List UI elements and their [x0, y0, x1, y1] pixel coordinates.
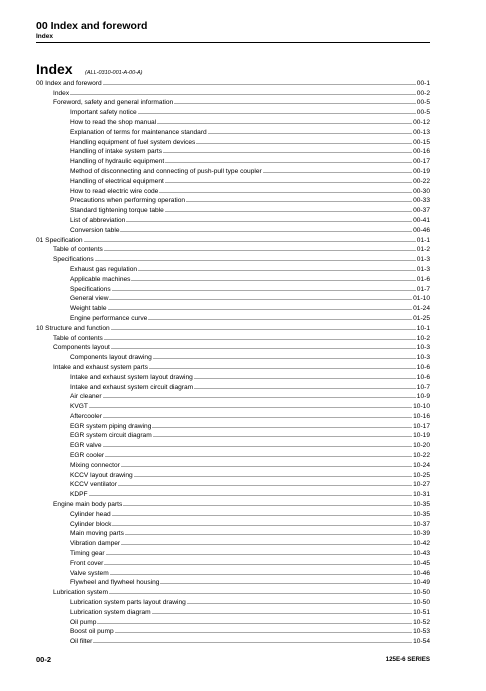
- toc-entry-title: EGR system piping drawing: [70, 422, 152, 430]
- toc-entry[interactable]: [36, 636, 430, 646]
- dot-leader: [110, 573, 412, 576]
- toc-entry-page: 10-20: [413, 442, 430, 450]
- toc-entry-page: 10-6: [416, 363, 430, 371]
- dot-leader: [111, 328, 416, 331]
- toc-entry-page: 10-31: [413, 491, 430, 499]
- toc-entry-page: 10-19: [413, 432, 430, 440]
- toc-entry[interactable]: [36, 499, 430, 509]
- dot-leader: [89, 494, 413, 497]
- toc-entry-page: 00-5: [416, 99, 430, 107]
- toc-entry-title: How to read the shop manual: [70, 118, 157, 126]
- toc-entry-title: Cylinder head: [70, 510, 111, 518]
- toc-entry-title: Flywheel and flywheel housing: [70, 579, 160, 587]
- dot-leader: [149, 367, 416, 370]
- toc-entry-page: 00-30: [413, 187, 430, 195]
- toc-entry[interactable]: [36, 245, 430, 255]
- toc-entry-page: 01-3: [416, 256, 430, 264]
- toc-entry-page: 00-13: [413, 128, 430, 136]
- dot-leader: [138, 269, 416, 272]
- toc-entry-title: Lubrication system parts layout drawing: [70, 599, 186, 607]
- toc-entry-page: 10-37: [413, 520, 430, 528]
- toc-entry-title: Exhaust gas regulation: [70, 265, 138, 273]
- toc-entry-title: Applicable machines: [70, 275, 131, 283]
- toc-entry-page: 10-22: [413, 452, 430, 460]
- dot-leader: [84, 240, 416, 243]
- toc-entry-page: 10-2: [416, 334, 430, 342]
- toc-entry-title: Engine performance curve: [70, 314, 148, 322]
- toc-entry[interactable]: [36, 166, 430, 176]
- dot-leader: [186, 200, 412, 203]
- toc-entry-title: General view: [70, 295, 109, 303]
- toc-entry-page: 10-51: [413, 608, 430, 616]
- toc-entry[interactable]: [36, 460, 430, 470]
- toc-entry-title: Cylinder block: [70, 520, 112, 528]
- dot-leader: [89, 406, 412, 409]
- toc-entry-title: Intake and exhaust system circuit diagram: [70, 383, 194, 391]
- dot-leader: [194, 387, 416, 390]
- dot-leader: [165, 181, 412, 184]
- toc-entry-title: EGR valve: [70, 442, 102, 450]
- toc-entry-title: 10 Structure and function: [36, 324, 110, 332]
- toc-entry[interactable]: [36, 274, 430, 284]
- toc-entry-title: Components layout: [53, 344, 110, 352]
- dot-leader: [112, 524, 412, 527]
- toc-entry[interactable]: [36, 107, 430, 117]
- toc-entry-title: Engine main body parts: [53, 501, 123, 509]
- toc-entry[interactable]: [36, 509, 430, 519]
- toc-entry-page: 00-16: [413, 148, 430, 156]
- dot-leader: [109, 592, 412, 595]
- toc-entry-title: Lubrication system: [53, 589, 108, 597]
- toc-entry-title: Intake and exhaust system parts: [53, 363, 148, 371]
- toc-entry[interactable]: [36, 382, 430, 392]
- dot-leader: [108, 308, 413, 311]
- toc-entry[interactable]: [36, 235, 430, 245]
- toc-entry-page: 10-43: [413, 550, 430, 558]
- dot-leader: [105, 455, 412, 458]
- toc-entry-page: 00-22: [413, 177, 430, 185]
- toc-entry-page: 01-25: [413, 314, 430, 322]
- toc-entry[interactable]: [36, 568, 430, 578]
- page-header: [36, 20, 430, 41]
- toc-entry-page: 10-9: [416, 393, 430, 401]
- toc-entry-page: 10-7: [416, 383, 430, 391]
- toc-entry-page: 10-35: [413, 510, 430, 518]
- toc-entry[interactable]: [36, 489, 430, 499]
- toc-entry[interactable]: [36, 578, 430, 588]
- index-title: Index: [36, 61, 73, 77]
- dot-leader: [174, 102, 416, 105]
- toc-entry[interactable]: [36, 343, 430, 353]
- toc-entry-title: Handling of hydraulic equipment: [70, 158, 165, 166]
- toc-entry-title: Weight table: [70, 305, 107, 313]
- toc-entry[interactable]: [36, 362, 430, 372]
- dot-leader: [97, 622, 412, 625]
- dot-leader: [194, 377, 416, 380]
- toc-entry-page: 01-1: [416, 236, 430, 244]
- toc-entry-page: 10-53: [413, 628, 430, 636]
- toc-entry[interactable]: [36, 264, 430, 274]
- toc-entry-page: 10-1: [416, 324, 430, 332]
- dot-leader: [70, 93, 416, 96]
- dot-leader: [138, 112, 416, 115]
- chapter-title: 00 Index and foreword: [36, 20, 148, 32]
- dot-leader: [187, 602, 412, 605]
- dot-leader: [118, 484, 412, 487]
- index-heading: [36, 61, 143, 79]
- toc-entry-title: Oil pump: [70, 618, 97, 626]
- toc-entry[interactable]: [36, 372, 430, 382]
- dot-leader: [112, 514, 412, 517]
- toc-entry-page: 10-46: [413, 569, 430, 577]
- toc-entry-title: KCCV ventilator: [70, 481, 117, 489]
- toc-entry[interactable]: [36, 156, 430, 166]
- toc-entry[interactable]: [36, 421, 430, 431]
- header-rule: [36, 42, 430, 43]
- toc-entry[interactable]: [36, 137, 430, 147]
- toc-entry-title: Valve system: [70, 569, 109, 577]
- toc-entry[interactable]: [36, 587, 430, 597]
- toc-entry[interactable]: [36, 392, 430, 402]
- toc-entry[interactable]: [36, 176, 430, 186]
- dot-leader: [121, 465, 412, 468]
- dot-leader: [106, 553, 413, 556]
- toc-entry[interactable]: [36, 401, 430, 411]
- toc-entry[interactable]: [36, 196, 430, 206]
- toc-entry-page: 00-12: [413, 118, 430, 126]
- toc-entry-page: 10-10: [413, 403, 430, 411]
- toc-entry-title: Table of contents: [53, 334, 103, 342]
- toc-entry-page: 10-17: [413, 422, 430, 430]
- toc-entry-page: 10-16: [413, 412, 430, 420]
- toc-entry-page: 00-15: [413, 138, 430, 146]
- toc-entry-page: 10-25: [413, 471, 430, 479]
- toc-entry-page: 00-2: [416, 89, 430, 97]
- dot-leader: [163, 151, 412, 154]
- toc-entry[interactable]: [36, 127, 430, 137]
- toc-entry-title: Components layout drawing: [70, 354, 152, 362]
- dot-leader: [208, 132, 412, 135]
- toc-entry[interactable]: [36, 470, 430, 480]
- toc-entry-title: Front cover: [70, 559, 104, 567]
- toc-entry[interactable]: [36, 303, 430, 313]
- toc-entry[interactable]: [36, 352, 430, 362]
- page-number: 00-2: [36, 655, 52, 664]
- toc-entry-page: 10-42: [413, 540, 430, 548]
- dot-leader: [95, 259, 416, 262]
- toc-entry[interactable]: [36, 284, 430, 294]
- dot-leader: [134, 475, 412, 478]
- toc-entry-page: 01-3: [416, 265, 430, 273]
- toc-entry-page: 10-45: [413, 559, 430, 567]
- toc-entry-title: KCCV layout drawing: [70, 471, 133, 479]
- toc-entry-page: 10-50: [413, 599, 430, 607]
- toc-entry-page: 00-46: [413, 226, 430, 234]
- dot-leader: [160, 582, 412, 585]
- toc-entry-page: 01-10: [413, 295, 430, 303]
- toc-entry-page: 01-7: [416, 285, 430, 293]
- toc-entry-page: 10-52: [413, 618, 430, 626]
- toc-entry[interactable]: [36, 627, 430, 637]
- toc-entry[interactable]: [36, 431, 430, 441]
- toc-entry-page: 00-41: [413, 216, 430, 224]
- toc-entry-page: 10-3: [416, 354, 430, 362]
- toc-entry[interactable]: [36, 450, 430, 460]
- toc-entry-title: Handling of intake system parts: [70, 148, 162, 156]
- chapter-subtitle: Index: [36, 33, 53, 40]
- toc-entry[interactable]: [36, 205, 430, 215]
- toc-entry-page: 10-24: [413, 461, 430, 469]
- toc-entry-page: 10-39: [413, 530, 430, 538]
- toc-entry-title: Handling of electrical equipment: [70, 177, 164, 185]
- toc-entry-page: 00-5: [416, 109, 430, 117]
- toc-entry[interactable]: [36, 617, 430, 627]
- toc-entry-title: 01 Specification: [36, 236, 83, 244]
- toc-entry-title: Important safety notice: [70, 109, 137, 117]
- dot-leader: [115, 631, 413, 634]
- dot-leader: [165, 210, 412, 213]
- toc-entry-title: KDPF: [70, 491, 88, 499]
- toc-entry-title: Timing gear: [70, 550, 105, 558]
- toc-entry-page: 10-6: [416, 373, 430, 381]
- toc-entry-title: How to read electric wire code: [70, 187, 159, 195]
- toc-entry[interactable]: [36, 529, 430, 539]
- toc-entry-page: 01-6: [416, 275, 430, 283]
- dot-leader: [93, 641, 412, 644]
- dot-leader: [125, 533, 412, 536]
- toc-entry[interactable]: [36, 88, 430, 98]
- toc-entry-title: Specifications: [53, 256, 94, 264]
- toc-entry-title: Mixing connector: [70, 461, 120, 469]
- toc-entry[interactable]: [36, 225, 430, 235]
- toc-entry[interactable]: [36, 607, 430, 617]
- toc-entry-title: Handling equipment of fuel system devices: [70, 138, 196, 146]
- toc-entry[interactable]: [36, 558, 430, 568]
- series-label: 125E-6 SERIES: [385, 656, 430, 663]
- toc-entry[interactable]: [36, 480, 430, 490]
- toc-entry[interactable]: [36, 323, 430, 333]
- toc-entry[interactable]: [36, 294, 430, 304]
- dot-leader: [126, 220, 412, 223]
- dot-leader: [196, 142, 412, 145]
- dot-leader: [165, 161, 412, 164]
- toc-entry-page: 10-35: [413, 501, 430, 509]
- toc-entry-title: KVGT: [70, 403, 88, 411]
- dot-leader: [104, 563, 412, 566]
- index-code: (ALL-0310-001-A-00-A): [85, 70, 143, 76]
- toc-entry-page: 10-54: [413, 638, 430, 646]
- toc-entry-page: 00-37: [413, 207, 430, 215]
- dot-leader: [153, 357, 416, 360]
- toc-entry-page: 10-3: [416, 344, 430, 352]
- toc-entry-page: 00-19: [413, 167, 430, 175]
- dot-leader: [152, 426, 412, 429]
- dot-leader: [159, 191, 412, 194]
- toc-entry-title: Explanation of terms for maintenance standard: [70, 128, 207, 136]
- dot-leader: [131, 279, 415, 282]
- toc-entry-page: 00-33: [413, 197, 430, 205]
- toc-entry-page: 01-24: [413, 305, 430, 313]
- table-of-contents: [36, 78, 430, 646]
- toc-entry-page: 10-27: [413, 481, 430, 489]
- dot-leader: [103, 396, 416, 399]
- toc-entry-title: Method of disconnecting and connecting of push-pull type coupler: [70, 167, 262, 175]
- toc-entry[interactable]: [36, 98, 430, 108]
- toc-entry[interactable]: [36, 215, 430, 225]
- toc-entry-title: Vibration damper: [70, 540, 121, 548]
- toc-entry[interactable]: [36, 519, 430, 529]
- toc-entry-page: 00-17: [413, 158, 430, 166]
- toc-entry[interactable]: [36, 78, 430, 88]
- toc-entry-page: 10-50: [413, 589, 430, 597]
- toc-entry[interactable]: [36, 333, 430, 343]
- dot-leader: [103, 83, 416, 86]
- toc-entry-title: Foreword, safety and general information: [53, 99, 174, 107]
- toc-entry-page: 10-49: [413, 579, 430, 587]
- toc-entry-title: Lubrication system diagram: [70, 608, 151, 616]
- toc-entry-title: Precautions when performing operation: [70, 197, 186, 205]
- dot-leader: [263, 171, 412, 174]
- toc-entry[interactable]: [36, 147, 430, 157]
- toc-entry[interactable]: [36, 117, 430, 127]
- dot-leader: [123, 504, 412, 507]
- toc-entry[interactable]: [36, 440, 430, 450]
- toc-entry-title: 00 Index and foreword: [36, 79, 102, 87]
- dot-leader: [112, 289, 416, 292]
- toc-entry-title: Intake and exhaust system layout drawing: [70, 373, 193, 381]
- toc-entry-title: List of abbreviation: [70, 216, 126, 224]
- toc-entry-title: Conversion table: [70, 226, 120, 234]
- toc-entry-page: 00-1: [416, 79, 430, 87]
- dot-leader: [153, 435, 412, 438]
- dot-leader: [103, 416, 412, 419]
- dot-leader: [111, 347, 416, 350]
- dot-leader: [104, 338, 416, 341]
- dot-leader: [121, 543, 412, 546]
- dot-leader: [157, 122, 412, 125]
- toc-entry[interactable]: [36, 313, 430, 323]
- toc-entry-title: Main moving parts: [70, 530, 124, 538]
- toc-entry-title: EGR cooler: [70, 452, 105, 460]
- toc-entry-title: Boost oil pump: [70, 628, 114, 636]
- dot-leader: [109, 298, 412, 301]
- toc-entry-page: 01-2: [416, 246, 430, 254]
- toc-entry-title: Standard tightening torque table: [70, 207, 164, 215]
- toc-entry-title: EGR system circuit diagram: [70, 432, 152, 440]
- toc-entry-title: Index: [53, 89, 70, 97]
- toc-entry[interactable]: [36, 254, 430, 264]
- toc-entry[interactable]: [36, 548, 430, 558]
- toc-entry[interactable]: [36, 538, 430, 548]
- dot-leader: [120, 230, 412, 233]
- toc-entry[interactable]: [36, 186, 430, 196]
- toc-entry[interactable]: [36, 411, 430, 421]
- toc-entry-title: Oil filter: [70, 638, 93, 646]
- toc-entry[interactable]: [36, 597, 430, 607]
- toc-entry-title: Specifications: [70, 285, 111, 293]
- dot-leader: [103, 445, 413, 448]
- toc-entry-title: Aftercooler: [70, 412, 102, 420]
- toc-entry-title: Air cleaner: [70, 393, 102, 401]
- dot-leader: [104, 249, 416, 252]
- toc-entry-title: Table of contents: [53, 246, 103, 254]
- dot-leader: [148, 318, 412, 321]
- dot-leader: [152, 612, 412, 615]
